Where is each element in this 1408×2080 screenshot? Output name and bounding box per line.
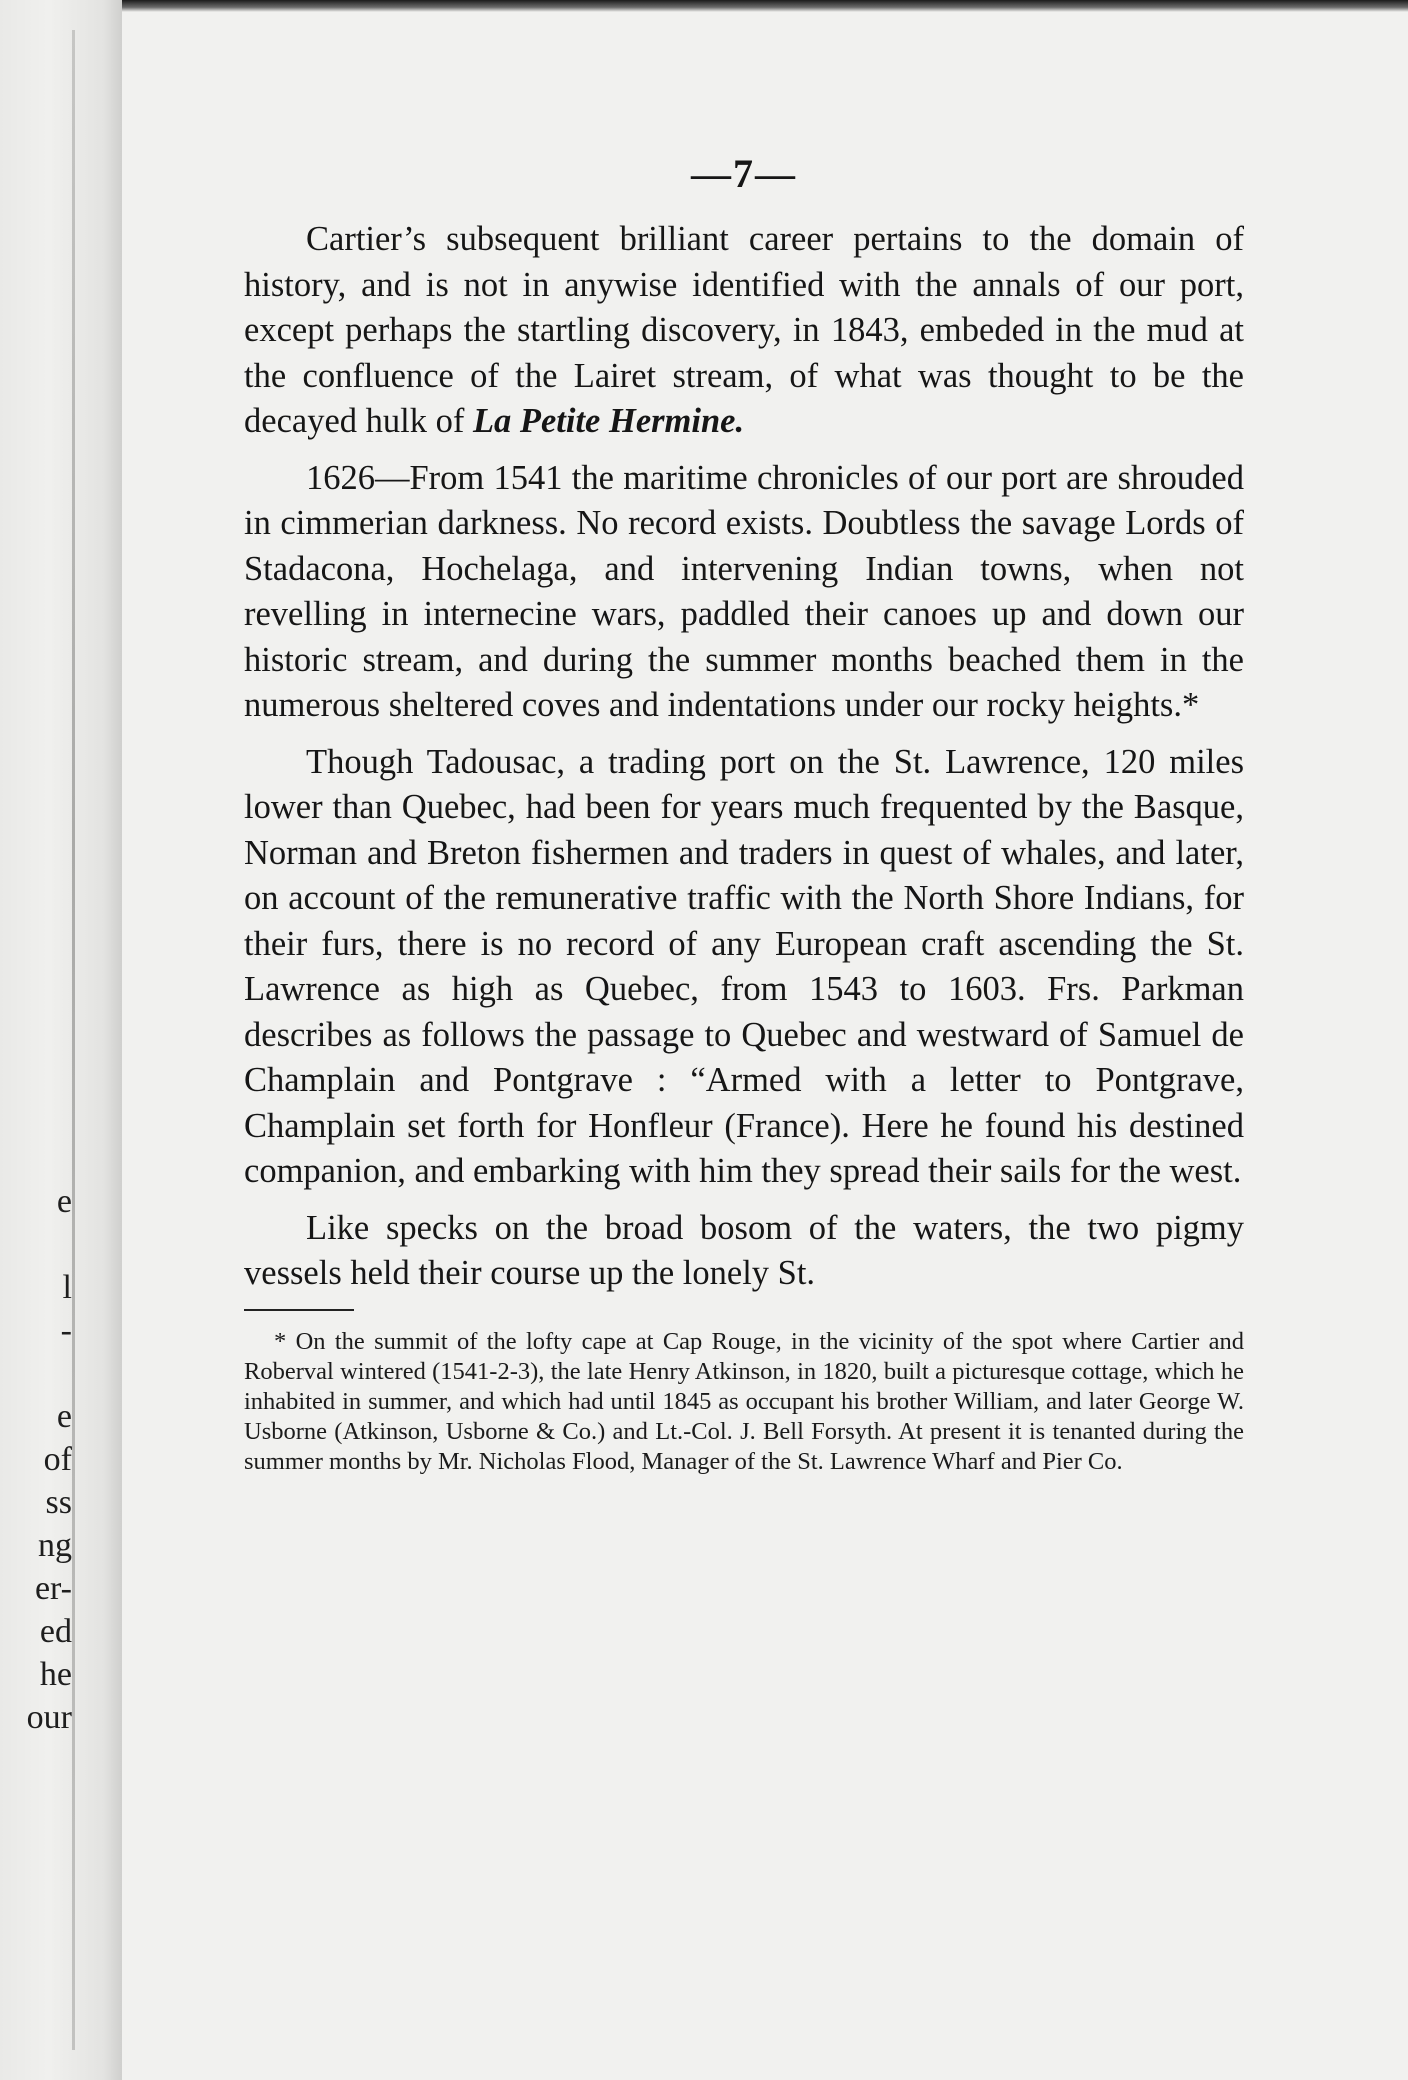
fragment-line: l xyxy=(62,1269,72,1306)
footnote-divider xyxy=(244,1309,354,1311)
fragment-line: ed xyxy=(39,1613,72,1650)
facing-page-text-fragments xyxy=(0,1180,80,1739)
fragment-line: ng xyxy=(38,1527,72,1564)
fragment-line: he xyxy=(39,1656,72,1693)
paragraph-text: Like specks on the broad bosom of the waters, the two pigmy vessels held their course up the lonely St. xyxy=(244,1208,1244,1292)
fragment-line: of xyxy=(43,1441,72,1478)
paragraph-1626 xyxy=(244,456,1244,729)
binding-gutter xyxy=(72,30,75,2050)
fragment-line: our xyxy=(26,1699,72,1736)
fragment-line: e xyxy=(56,1398,72,1435)
fragment-line: er- xyxy=(34,1570,72,1607)
paragraph-text: Cartier’s subsequent brilliant career pertains to the domain of history, and is not in anywise identified with the annals of our port, except perhaps the startling discovery, in 1843, embeded in the mud at the confluence of the Lairet stream, of what was thought to be the decayed hulk of xyxy=(244,220,1244,440)
page-number: —7— xyxy=(691,151,797,196)
facing-page-edge xyxy=(0,0,122,2080)
fragment-line xyxy=(0,1223,80,1266)
paragraph-like-specks xyxy=(244,1206,1244,1297)
paragraph-cartier-career xyxy=(244,217,1244,445)
paragraph-text: 1626—From 1541 the maritime chronicles of our port are shrouded in cimmerian darkness. No record exists. Doubtless the savage Lords of Stadacona, Hochelaga, and intervening Indian towns, when not revelling in internecine wars, paddled their canoes up and down our historic stream, and during the summer months beached them in the numerous sheltered coves and indentations under our rocky heights.* xyxy=(244,458,1244,724)
paragraph-text: Though Tadousac, a trading port on the St. Lawrence, 120 miles lower than Quebec, had been for years much frequented by the Basque, Norman and Breton fishermen and traders in quest of whales, and later, on account of the remunerative traffic with the North Shore Indians, for their furs, there is no record of any European craft ascending the St. Lawrence as high as Quebec, from 1543 to 1603. Frs. Parkman describes as follows the passage to Quebec and westward of Samuel de Champlain and Pontgrave : “Armed with a letter to Pontgrave, Champlain set forth for Honfleur (France). Here he found his destined companion, and embarking with him they spread their sails for the west. xyxy=(244,742,1244,1190)
page-content xyxy=(244,150,1244,1477)
top-edge-shadow xyxy=(0,0,1408,12)
footnote: * On the summit of the lofty cape at Cap Rouge, in the vicinity of the spot where Cartier and Roberval wintered (1541-2-3), the late Henry Atkinson, in 1820, built a picturesque cottage, which he inhabited in summer, and which had until 1845 as occupant his brother William, and later George W. Usborne (Atkinson, Usborne & Co.) and Lt.-Col. J. Bell Forsyth. At present it is tenanted during the summer months by Mr. Nicholas Flood, Manager of the St. Lawrence Wharf and Pier Co. xyxy=(244,1327,1244,1475)
fragment-line: ss xyxy=(45,1484,72,1521)
paragraph-tadousac xyxy=(244,740,1244,1195)
fragment-line: - xyxy=(60,1312,72,1349)
fragment-line xyxy=(0,1352,80,1395)
ship-name-italic: La Petite Hermine. xyxy=(472,402,745,440)
fragment-line: e xyxy=(56,1183,72,1220)
